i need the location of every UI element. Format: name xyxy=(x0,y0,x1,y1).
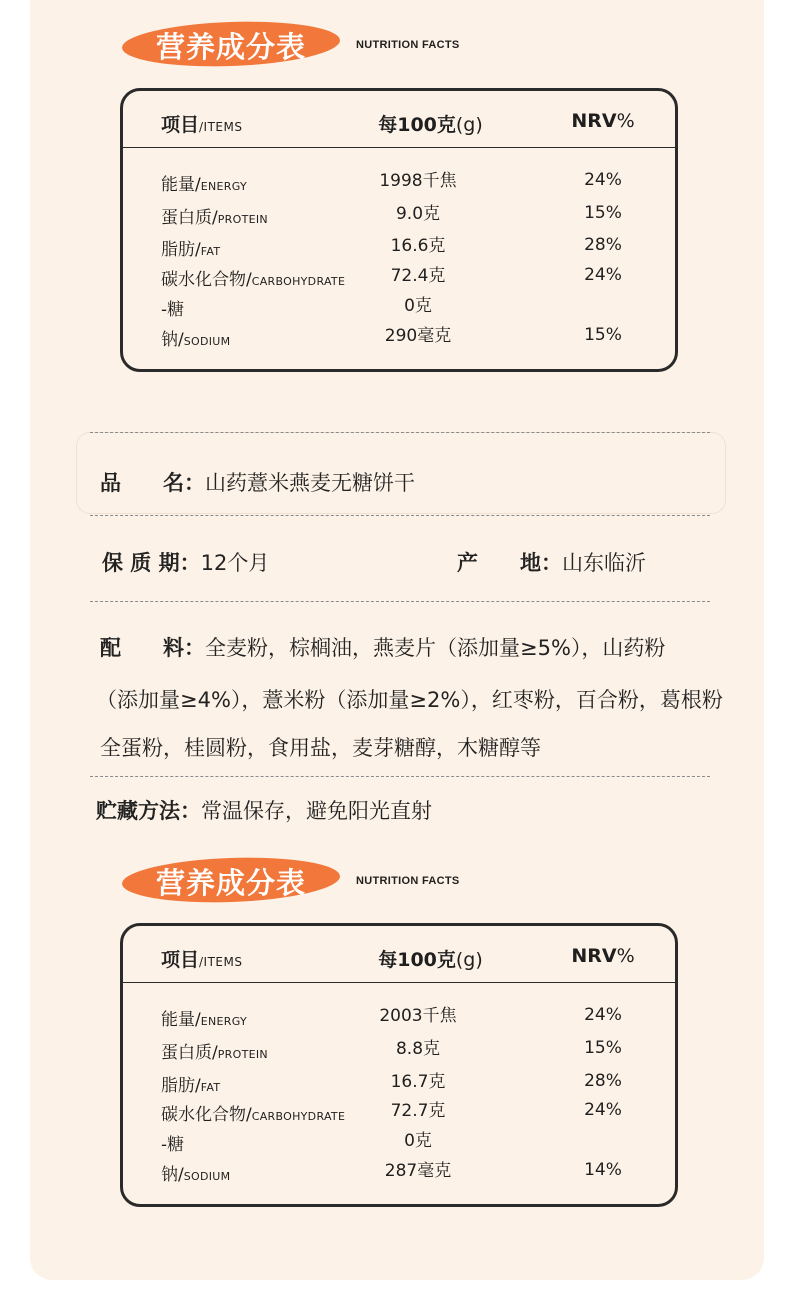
table-header xyxy=(123,926,675,983)
nutrient-name: 脂肪/FAT xyxy=(161,240,221,260)
nutrient-nrv: 15% xyxy=(584,203,622,223)
nutrient-value: 16.7克 xyxy=(390,1072,446,1092)
nutrient-name: 蛋白质/PROTEIN xyxy=(161,208,268,228)
nutrient-nrv: 24% xyxy=(584,265,622,285)
nutrient-name: 能量/ENERGY xyxy=(161,175,248,195)
badge-title: 营养成分表 xyxy=(155,866,306,900)
origin: 产 地：山东临沂 xyxy=(457,551,646,575)
divider xyxy=(90,601,710,602)
nutrient-nrv: 28% xyxy=(584,235,622,255)
nutrient-value: 72.4克 xyxy=(390,266,446,286)
nutrient-value: 9.0克 xyxy=(395,204,441,224)
nutrient-value: 287毫克 xyxy=(384,1161,452,1181)
nutrient-value: 0克 xyxy=(404,296,432,316)
nutrient-value: 2003千焦 xyxy=(379,1006,457,1026)
header-nrv: NRV% xyxy=(571,110,635,132)
table-header xyxy=(123,91,675,148)
divider xyxy=(90,776,710,777)
nutrient-name: 能量/ENERGY xyxy=(161,1010,248,1030)
badge-subtitle: NUTRITION FACTS xyxy=(356,39,460,51)
nutrient-name: 钠/SODIUM xyxy=(161,330,231,350)
nutrient-value: 0克 xyxy=(404,1131,432,1151)
nutrient-nrv: 28% xyxy=(584,1071,622,1091)
nutrition-table xyxy=(120,88,678,372)
nutrient-value: 72.7克 xyxy=(390,1101,446,1121)
nutrient-name: -糖 xyxy=(161,1135,185,1155)
table-row xyxy=(123,170,675,200)
nutrient-name: 脂肪/FAT xyxy=(161,1076,221,1096)
ingredients-line-1: 配 料：全麦粉，棕榈油，燕麦片（添加量≥5%），山药粉 xyxy=(100,636,666,660)
nutrient-nrv: 24% xyxy=(584,170,622,190)
divider xyxy=(90,432,710,433)
nutrient-name: 蛋白质/PROTEIN xyxy=(161,1043,268,1063)
table-row xyxy=(123,203,675,233)
storage: 贮藏方法：常温保存，避免阳光直射 xyxy=(96,799,432,823)
badge-subtitle: NUTRITION FACTS xyxy=(356,875,460,887)
header-items: 项目/ITEMS xyxy=(161,949,243,971)
nutrient-name: -糖 xyxy=(161,300,185,320)
nutrient-nrv: 15% xyxy=(584,1038,622,1058)
table-row xyxy=(123,1160,675,1190)
nutrient-value: 8.8克 xyxy=(395,1039,441,1059)
nutrient-value: 16.6克 xyxy=(390,236,446,256)
table-row xyxy=(123,1038,675,1068)
ingredients-line-2: （添加量≥4%），薏米粉（添加量≥2%），红枣粉，百合粉，葛根粉 xyxy=(96,688,723,712)
nutrient-nrv: 24% xyxy=(584,1100,622,1120)
ingredients-line-3: 全蛋粉，桂圆粉，食用盐，麦芽糖醇，木糖醇等 xyxy=(100,736,541,760)
header-per-100g: 每100克(g) xyxy=(378,114,483,136)
product-name: 品 名：山药薏米燕麦无糖饼干 xyxy=(100,471,415,495)
header-nrv: NRV% xyxy=(571,945,635,967)
nutrient-value: 290毫克 xyxy=(384,326,452,346)
nutrient-name: 碳水化合物/CARBOHYDRATE xyxy=(161,1105,346,1125)
nutrient-nrv: 14% xyxy=(584,1160,622,1180)
header-per-100g: 每100克(g) xyxy=(378,949,483,971)
shelf-life: 保 质 期：12个月 xyxy=(102,551,270,575)
nutrient-value: 1998千焦 xyxy=(379,171,457,191)
badge-title: 营养成分表 xyxy=(155,30,306,64)
nutrient-name: 碳水化合物/CARBOHYDRATE xyxy=(161,270,346,290)
nutrition-table xyxy=(120,923,678,1207)
nutrient-nrv: 15% xyxy=(584,325,622,345)
divider xyxy=(90,515,710,516)
nutrient-name: 钠/SODIUM xyxy=(161,1165,231,1185)
table-row xyxy=(123,325,675,355)
table-row xyxy=(123,1005,675,1035)
header-items: 项目/ITEMS xyxy=(161,114,243,136)
nutrient-nrv: 24% xyxy=(584,1005,622,1025)
